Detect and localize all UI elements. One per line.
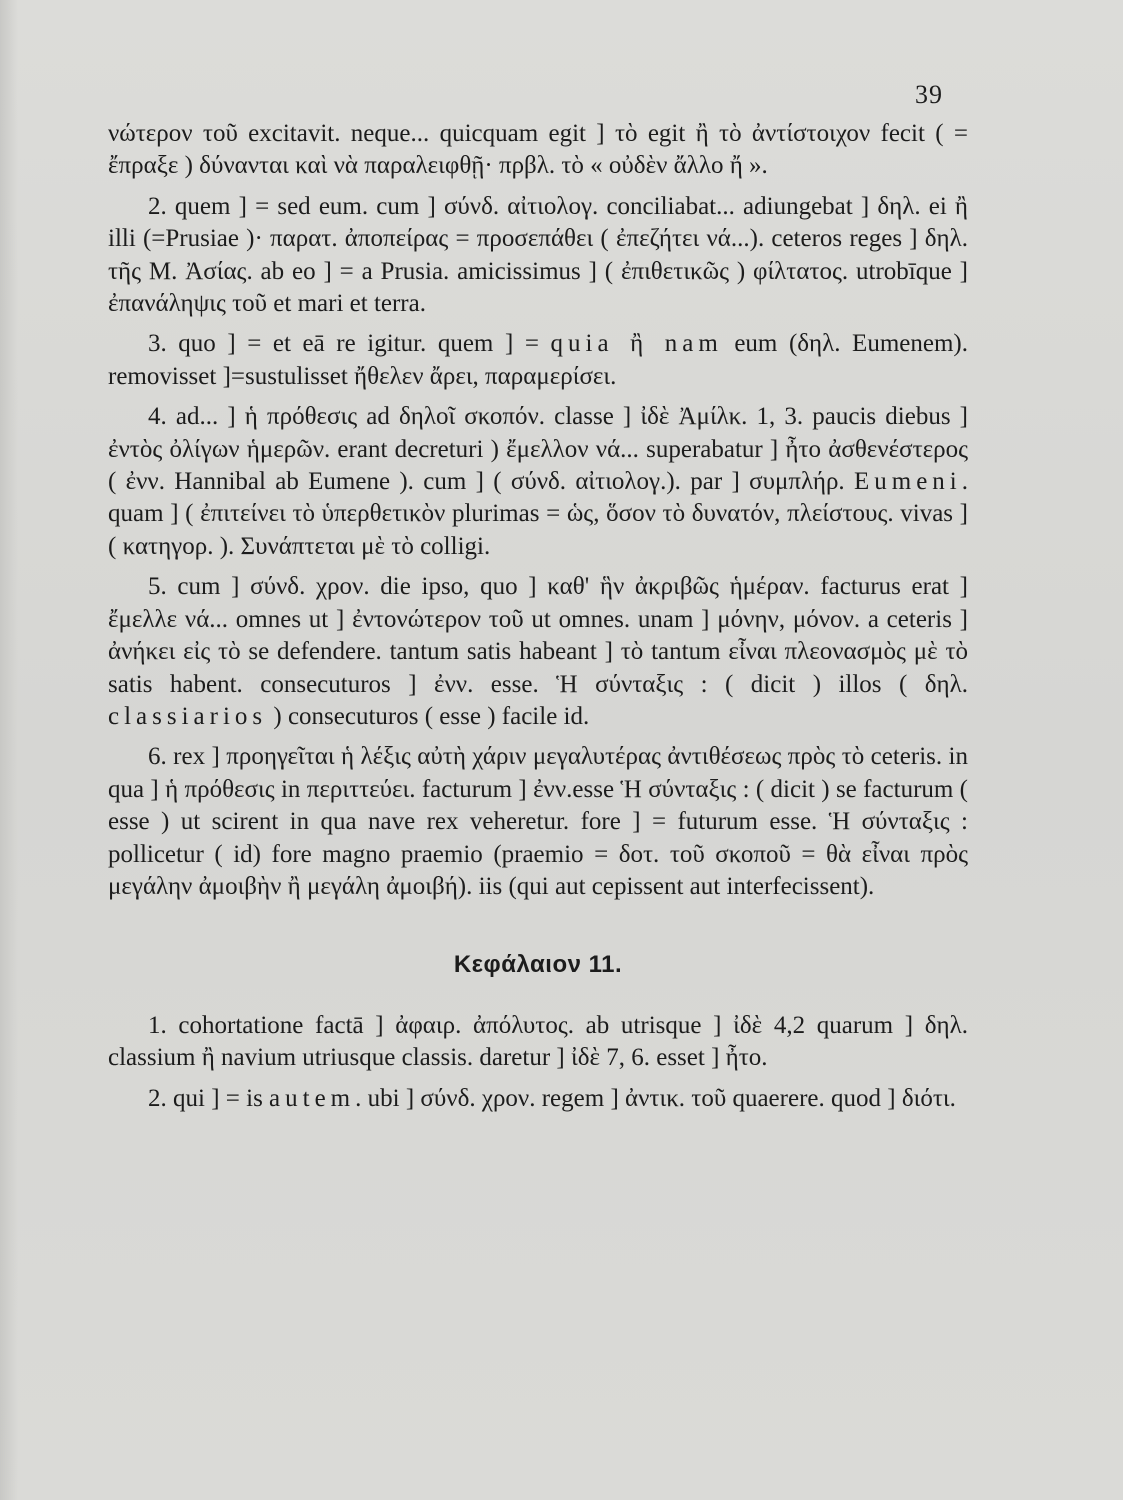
chapter-paragraph-2-spaced: autem <box>269 1084 356 1112</box>
paragraph-3 <box>108 328 968 393</box>
paragraph-5-text-after: ) consecuturos ( esse ) facile id. <box>267 702 590 730</box>
chapter-paragraph-1: 1. cohortatione factā ] ἀφαιρ. ἀπόλυτος. ab utrisque ] ἰδὲ 4,2 quarum ] δηλ. classium ἢ navium utriusque classis. daretur ] ἰδὲ 7, 6. esset ] ἦτο. <box>108 1011 968 1072</box>
paragraph-4 <box>108 401 968 563</box>
paragraph-continuation: νώτερον τοῦ excitavit. neque... quicquam egit ] τὸ egit ἢ τὸ ἀντίστοιχον fecit ( = ἔπραξε ) δύνανται καὶ νὰ παραλειφθῇ· πρβλ. τὸ « οὐδὲν ἄλλο ἤ ». <box>108 120 968 180</box>
chapter-paragraph-2-text-after: . ubi ] σύνδ. χρον. regem ] ἀντικ. τοῦ quaerere. quod ] διότι. <box>355 1084 956 1112</box>
paragraph-6: 6. rex ] προηγεῖται ἡ λέξις αὐτὴ χάριν μεγαλυτέρας ἀντιθέσεως πρὸς τὸ ceteris. in qua ] ἡ πρόθεσις in περιττεύει. facturum ] ἐνν.esse Ἡ σύνταξις : ( dicit ) se facturum ( esse ) ut scirent in qua nave rex veheretur. fore ] = futurum esse. Ἡ σύνταξις : pollicetur ( id) fore magno praemio (praemio = δοτ. τοῦ σκοποῦ = θὰ εἶναι πρὸς μεγάλην ἀμοιβὴν ἢ μεγάλη ἀμοιβή). iis (qui aut cepissent aut interfecissent). <box>108 743 968 900</box>
paragraph-3-text-before: 3. quo ] = et eā re igitur. quem ] = <box>148 330 551 358</box>
paragraph-5 <box>108 571 968 733</box>
chapter-heading: Κεφάλαιον 11. <box>453 951 623 979</box>
chapter-paragraph-2-text-before: 2. qui ] = is <box>148 1084 270 1112</box>
page-body <box>108 118 968 1123</box>
paragraph-2: 2. quem ] = sed eum. cum ] σύνδ. αἰτιολογ. conciliabat... adiungebat ] δηλ. ei ἢ illi (=Prusiae )· παρατ. ἀποπείρας = προσεπάθει ( ἐπεζήτει νά...). ceteros reges ] δηλ. τῆς Μ. Ἀσίας. ab eo ] = a Prusia. amicissimus ] ( ἐπιθετικῶς ) φίλτατος. utrobīque ] ἐπανάληψις τοῦ et mari et terra. <box>108 192 968 318</box>
paragraph-5-text-before: 5. cum ] σύνδ. χρον. die ipso, quo ] καθ' ἣν ἀκριβῶς ἡμέραν. facturus erat ] ἔμελλε νά... omnes ut ] ἐντονώτερον τοῦ ut omnes. unam ] μόνην, μόνον. a ceteris ] ἀνήκει εἰς τὸ se defendere. tantum satis habeant ] τὸ tantum εἶναι πλεονασμὸς μὲ τὸ satis habent. consecuturos ] ἐνν. esse. Ἡ σύνταξις : ( dicit ) illos ( δηλ. <box>108 573 968 698</box>
paragraph-3-text-after: eum (δηλ. Eumenem). removisset ]=sustulisset ἤθελεν ἄρει, παραμερίσει. <box>108 330 968 390</box>
paragraph-4-text-before: 4. ad... ] ἡ πρόθεσις ad δηλοῖ σκοπόν. classe ] ἰδὲ Ἀμίλκ. 1, 3. paucis diebus ] ἐντὸς ὀλίγων ἡμερῶν. erant decreturi ) ἔμελλον νά... superabatur ] ἦτο ἀσθενέστερος ( ἐνν. Hannibal ab Eumene ). cum ] ( σύνδ. αἰτιολογ.). par ] συμπλήρ. <box>108 403 968 496</box>
paragraph-4-spaced: Eumeni <box>853 468 962 496</box>
paragraph-4-text-after: . quam ] ( ἐπιτείνει τὸ ὑπερθετικὸν plurimas = ὡς, ὅσον τὸ δυνατόν, πλείστους. vivas ] ( κατηγορ. ). Συνάπτεται μὲ τὸ colligi. <box>108 468 968 560</box>
scan-edge-shadow <box>0 0 18 1500</box>
paragraph-5-spaced: classiarios <box>108 702 268 730</box>
chapter-paragraph-2 <box>108 1083 968 1115</box>
page-number: 39 <box>915 80 943 109</box>
paragraph-3-spaced: quia ἢ nam <box>550 330 723 358</box>
